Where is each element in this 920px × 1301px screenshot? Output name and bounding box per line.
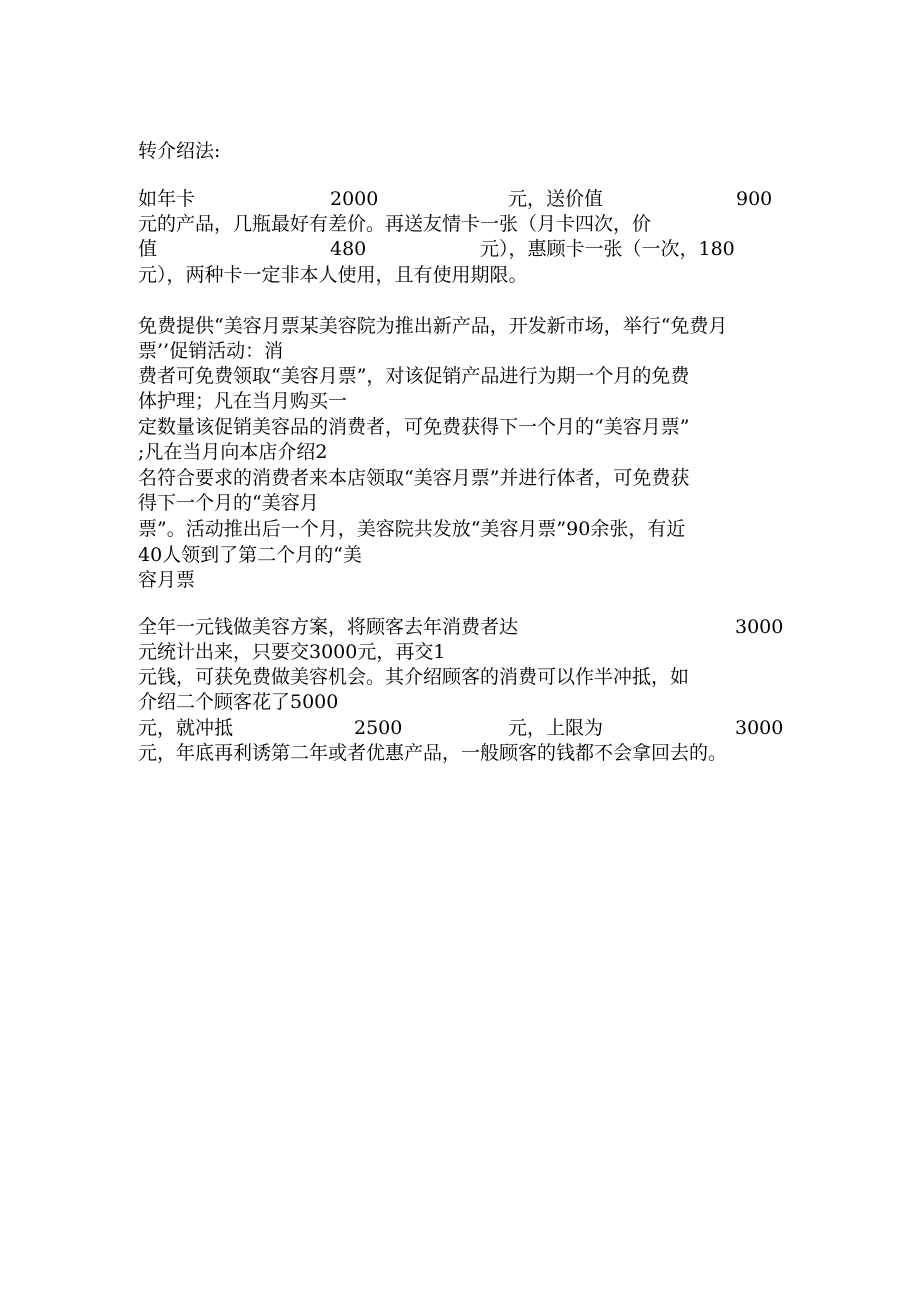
text-fragment: 40人领到了第二个月的“美: [138, 544, 362, 566]
text-fragment: 费者可免费领取“美容月票”，对该促销产品进行为期一个月的免费: [138, 365, 690, 387]
paragraph-line: [138, 236, 778, 262]
text-fragment: 2000: [330, 188, 379, 210]
text-fragment: ;凡在当月向本店介绍2: [138, 441, 328, 463]
paragraph-line: [138, 639, 445, 665]
paragraph-line: [138, 388, 347, 414]
paragraph-line: [138, 211, 651, 237]
text-fragment: 票’’促销活动：消: [138, 340, 284, 362]
paragraph-line: [138, 715, 784, 741]
text-fragment: 得下一个月的“美容月: [138, 492, 319, 514]
text-fragment: 容月票: [138, 569, 196, 591]
text-fragment: 全年一元钱做美容方案，将顾客去年消费者达: [138, 616, 519, 638]
text-fragment: 480: [330, 238, 367, 260]
paragraph-line: [138, 490, 319, 516]
text-fragment: 元，年底再利诱第二年或者优惠产品，一般顾客的钱都不会拿回去的。: [138, 742, 728, 764]
text-fragment: 如年卡: [138, 188, 196, 210]
text-fragment: 元，送价值: [508, 188, 604, 210]
paragraph-line: [138, 363, 689, 389]
text-fragment: 值: [138, 238, 158, 260]
text-fragment: 元，上限为: [508, 717, 604, 739]
text-fragment: 3000: [735, 717, 784, 739]
text-fragment: 元），两种卡一定非本人使用，且有使用期限。: [138, 264, 528, 286]
paragraph-line: [138, 439, 328, 465]
text-fragment: 免费提供“美容月票某美容院为推出新产品，开发新市场，举行“免费月: [138, 315, 728, 337]
text-fragment: 元统计出来，只要交3000元，再交1: [138, 641, 446, 663]
paragraph-line: [138, 262, 528, 288]
paragraph-line: [138, 516, 685, 542]
paragraph-line: [138, 338, 283, 364]
text-fragment: 介绍二个顾客花了5000: [138, 691, 339, 713]
paragraph-line: [138, 567, 195, 593]
heading-text: 转介绍法:: [138, 140, 221, 162]
text-fragment: 元钱，可获免费做美容机会。其介绍顾客的消费可以作半冲抵，如: [138, 666, 690, 688]
paragraph-line: [138, 414, 689, 440]
section-heading: [138, 138, 220, 164]
text-fragment: 名符合要求的消费者来本店领取“美容月票”并进行体者，可免费获: [138, 467, 690, 489]
text-fragment: 元的产品，几瓶最好有差价。再送友情卡一张（月卡四次，价: [138, 213, 652, 235]
paragraph-line: [138, 186, 778, 212]
text-fragment: 元），惠顾卡一张（一次，180: [480, 238, 735, 260]
paragraph-line: [138, 689, 338, 715]
paragraph-line: [138, 614, 784, 640]
text-fragment: 体护理；凡在当月购买一: [138, 390, 348, 412]
paragraph-line: [138, 664, 689, 690]
text-fragment: 2500: [354, 717, 403, 739]
text-fragment: 3000: [735, 616, 784, 638]
text-fragment: 元，就冲抵: [138, 717, 234, 739]
text-fragment: 定数量该促销美容品的消费者，可免费获得下一个月的“美容月票”: [138, 416, 690, 438]
paragraph-line: [138, 465, 689, 491]
text-fragment: 票”。活动推出后一个月，美容院共发放“美容月票”90余张，有近: [138, 518, 686, 540]
paragraph-line: [138, 542, 362, 568]
text-fragment: 900: [736, 188, 773, 210]
paragraph-line: [138, 313, 727, 339]
paragraph-line: [138, 740, 727, 766]
